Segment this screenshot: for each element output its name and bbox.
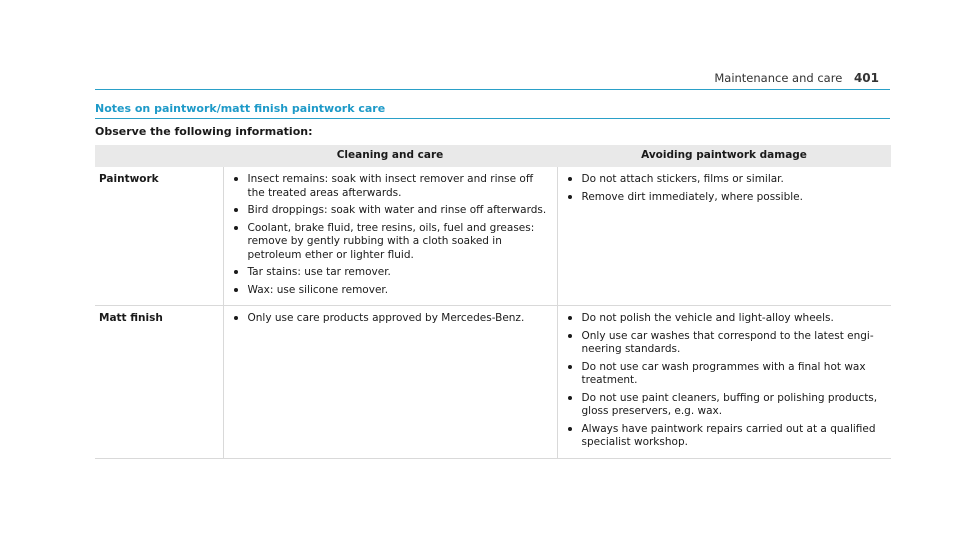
list-item: Bird droppings: soak with water and rinse off afterwards. bbox=[230, 204, 551, 218]
list-item: Only use care products approved by Mercedes-Benz. bbox=[230, 312, 551, 326]
table-row-matt-finish bbox=[95, 306, 891, 459]
list-item: Do not use car wash programmes with a final hot wax treatment. bbox=[564, 361, 886, 388]
running-head-section: Maintenance and care bbox=[714, 71, 843, 85]
intro-text: Observe the following information: bbox=[95, 125, 313, 138]
cleaning-cell-paintwork bbox=[223, 167, 557, 306]
care-table bbox=[95, 145, 891, 459]
list-item: Tar stains: use tar remover. bbox=[230, 266, 551, 280]
list-item: Always have paintwork repairs carried out at a qualified specialist workshop. bbox=[564, 423, 886, 450]
row-label-matt-finish: Matt finish bbox=[95, 306, 223, 459]
list-item: Do not attach stickers, films or similar. bbox=[564, 173, 886, 187]
section-title: Notes on paintwork/matt finish paintwork care bbox=[95, 102, 386, 115]
list-item: Remove dirt immediately, where possible. bbox=[564, 191, 886, 205]
avoiding-cell-matt-finish bbox=[557, 306, 891, 459]
avoiding-cell-paintwork bbox=[557, 167, 891, 306]
list-item: Do not polish the vehicle and light-alloy wheels. bbox=[564, 312, 886, 326]
column-header-cleaning: Cleaning and care bbox=[223, 145, 557, 167]
table-row-paintwork bbox=[95, 167, 891, 306]
column-header-empty bbox=[95, 145, 223, 167]
list-item: Only use car washes that correspond to the latest engi-neering standards. bbox=[564, 330, 886, 357]
table-header-row bbox=[95, 145, 891, 167]
header-divider bbox=[95, 89, 890, 90]
list-item: Coolant, brake fluid, tree resins, oils, fuel and greases: remove by gently rubbing with a cloth soaked in petroleum ether or lighter fluid. bbox=[230, 222, 551, 263]
page-number: 401 bbox=[853, 71, 879, 85]
list-item: Wax: use silicone remover. bbox=[230, 284, 551, 298]
column-header-avoiding: Avoiding paintwork damage bbox=[557, 145, 891, 167]
running-head bbox=[714, 71, 879, 85]
row-label-paintwork: Paintwork bbox=[95, 167, 223, 306]
list-item: Do not use paint cleaners, buffing or polishing products, gloss preservers, e.g. wax. bbox=[564, 392, 886, 419]
title-divider bbox=[95, 118, 890, 119]
cleaning-cell-matt-finish bbox=[223, 306, 557, 459]
list-item: Insect remains: soak with insect remover and rinse off the treated areas afterwards. bbox=[230, 173, 551, 200]
